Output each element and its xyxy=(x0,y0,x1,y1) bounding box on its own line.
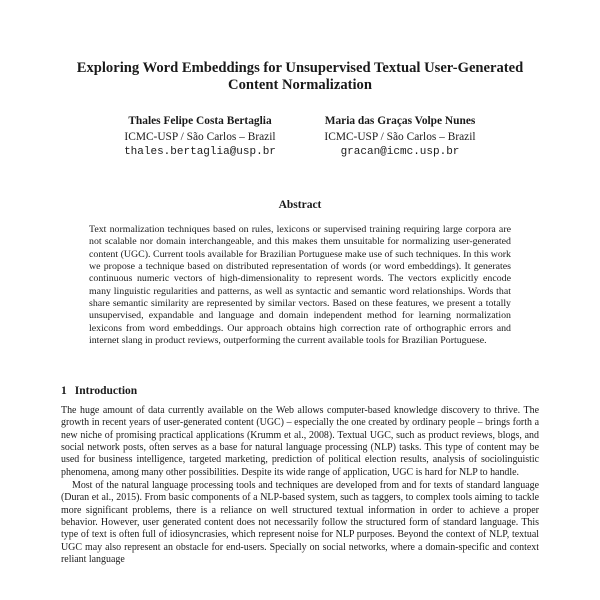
section-number: 1 xyxy=(61,385,67,397)
abstract-heading: Abstract xyxy=(278,199,322,211)
author-name: Maria das Graças Volpe Nunes xyxy=(324,115,476,127)
section-heading xyxy=(61,385,137,397)
author-email: gracan@icmc.usp.br xyxy=(340,146,460,158)
section-title: Introduction xyxy=(74,385,138,397)
abstract-text: Text normalization techniques based on rules, lexicons or supervised training requiring large corpora are not scalable nor domain interchangeable, and this makes them unsuitable for normalizing user-generated content (UGC). Current tools available for Brazilian Portuguese make use of such techniques. In this work we propose a technique based on distributed representation of words (or word embeddings). It generates continuous numeric vectors of high-dimensionality to represent words. The vectors explicitly encode many linguistic regularities and patterns, as well as syntactic and semantic word relationships. Words that share semantic similarity are represented by similar vectors. Based on these features, we present a totally unsupervised, expandable and language and domain independent method for learning normalization lexicons from word embeddings. Our approach obtains high correction rate of orthographic errors and internet slang in product reviews, outperforming the current available tools for Brazilian Portuguese. xyxy=(89,224,511,347)
section-body xyxy=(61,405,539,566)
author-affiliation: ICMC-USP / São Carlos – Brazil xyxy=(124,130,276,143)
body-paragraph: Most of the natural language processing tools and techniques are developed from and for texts of standard language (Duran et al., 2015). From basic components of a NLP-based system, such as taggers, to complex tools aiming to tackle more significant problems, there is a reliance on well structured textual information in order to achieve a proper behavior. However, user generated content does not necessarily follow the structured form of standard language. This type of text is often full of idiosyncrasies, which represent noise for NLP purposes. Beyond the context of NLP, textual UGC may also represent an obstacle for end-users. Specially on social networks, where a domain-specific and context reliant language xyxy=(61,480,539,566)
author-block-1 xyxy=(100,114,300,161)
author-affiliation: ICMC-USP / São Carlos – Brazil xyxy=(324,130,476,143)
author-email: thales.bertaglia@usp.br xyxy=(124,146,276,158)
author-block-2 xyxy=(300,114,500,161)
author-name: Thales Felipe Costa Bertaglia xyxy=(128,115,272,127)
body-paragraph: The huge amount of data currently available on the Web allows computer-based knowledge discovery to thrive. The growth in recent years of user-generated content (UGC) – especially the one created by ordinary people – brings forth a new niche of promising practical applications (Krumm et al., 2008). Textual UGC, such as product reviews, blogs, and social network posts, often serves as a base for natural language processing (NLP) tasks. This type of content may be used for business intelligence, targeted marketing, prediction of political election results, analysis of sociolinguistic phenomena, among many other possibilities. Despite its wide range of application, UGC is hard for NLP to handle. xyxy=(61,405,539,478)
paper-title: Exploring Word Embeddings for Unsupervised Textual User-Generated Content Normalization xyxy=(76,60,524,93)
